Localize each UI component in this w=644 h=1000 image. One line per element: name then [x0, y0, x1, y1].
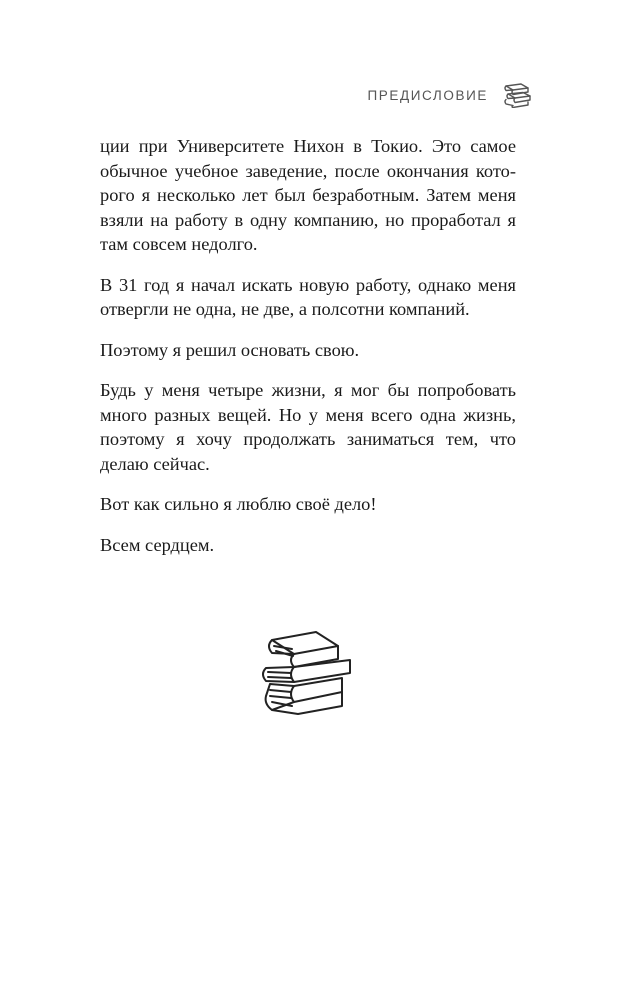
paragraph: Поэтому я решил основать свою. [100, 339, 360, 360]
body-text [100, 134, 516, 573]
paragraph: Всем сердцем. [100, 534, 215, 555]
paragraph: ции при Университете Нихон в Токио. Это самое обычное учебное заведение, после окончания которого я несколько лет был безработным. Затем меня взяли на работу в одну компанию, но проработал я там совсем недолго. [100, 136, 516, 254]
paragraph: В 31 год я начал искать новую работу, однако меня отвергли не одна, не две, а полсотни компаний. [100, 274, 516, 319]
section-title: ПРЕДИСЛОВИЕ [367, 87, 488, 103]
books-stack-icon [502, 82, 532, 108]
running-header [367, 82, 532, 108]
books-stack-icon [258, 626, 356, 720]
paragraph: Будь у меня четыре жизни, я мог бы попробовать много разных вещей. Но у меня всего одна жизнь, поэтому я хочу продолжать заниматься тем, что делаю сейчас. [100, 380, 516, 474]
paragraph: Вот как сильно я люблю своё дело! [100, 494, 377, 514]
